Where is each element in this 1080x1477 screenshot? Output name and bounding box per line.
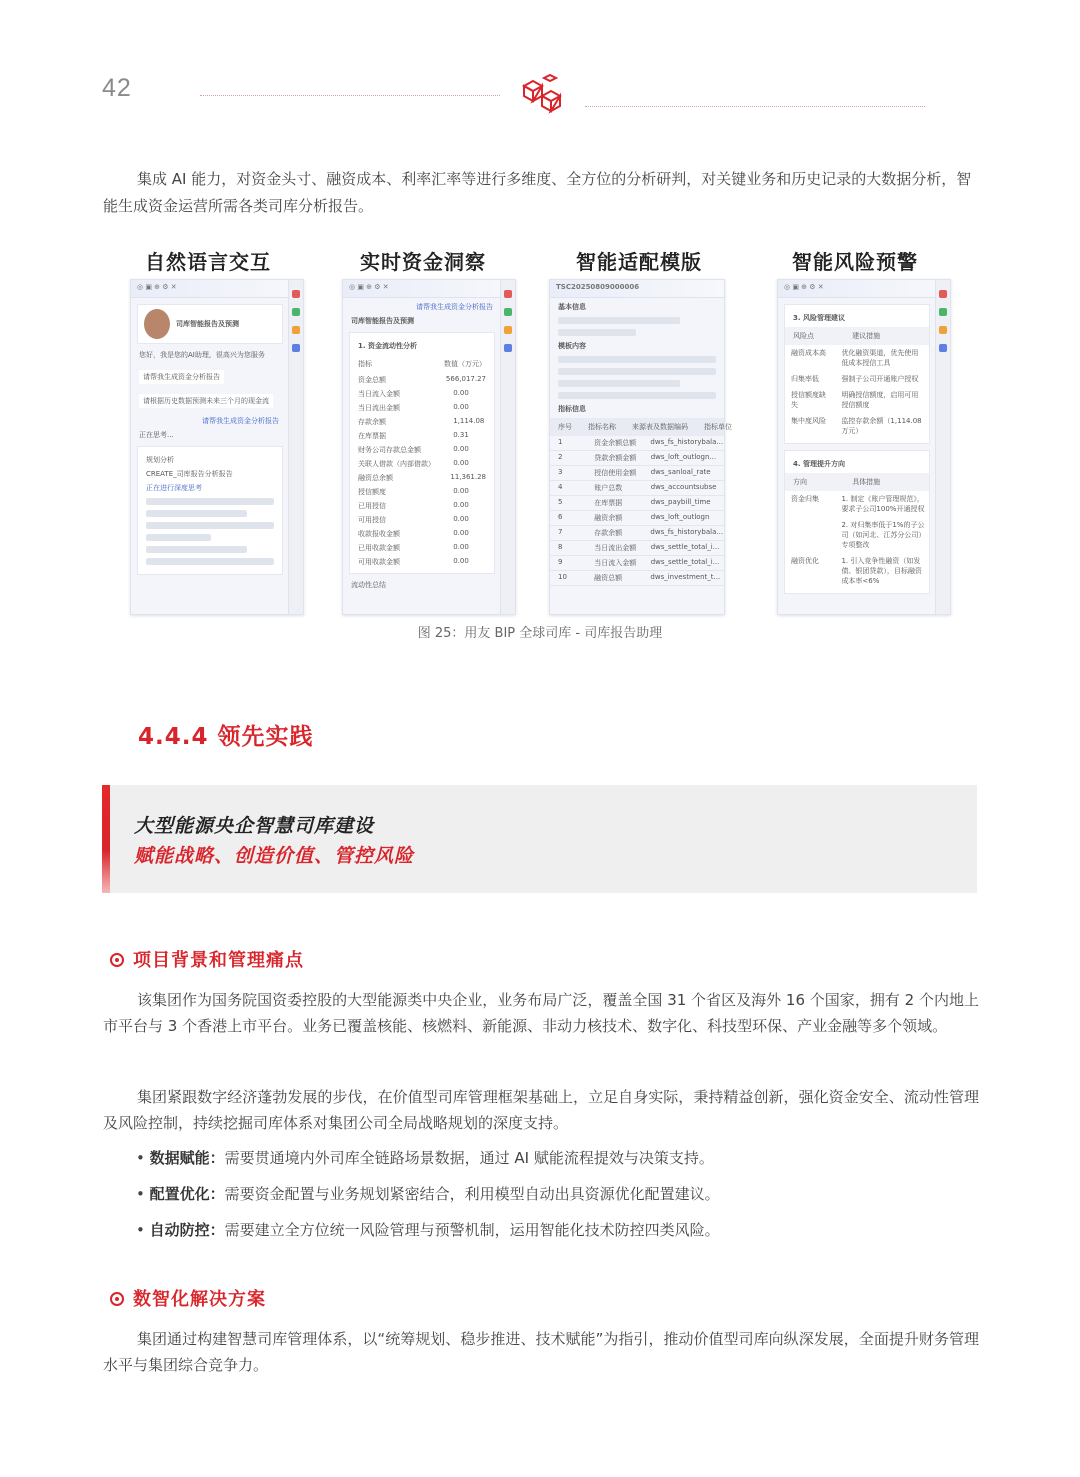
sidebar-toolbar	[288, 280, 303, 614]
banner-accent-bar	[102, 785, 110, 893]
table-row: 财务公司存款总金额 0.00	[358, 445, 469, 454]
sidebar-toolbar	[500, 280, 515, 614]
table-row: 已用授信 0.00	[358, 501, 469, 510]
solution-paragraph: 集团通过构建智慧司库管理体系，以“统筹规划、稳步推进、技术赋能”为指引，推动价值型司库向纵深发展，全面提升财务管理水平与集团综合竞争力。	[103, 1330, 979, 1374]
risk-row: 归集率低 强制子公司开通账户授权	[791, 375, 919, 383]
table-row: 当日流出金额 0.00	[358, 403, 469, 412]
management-directions: 4. 管理提升方向 方向 具体措施 资金归集 1. 制定《账户管理规范》，要求子公司100%开通授权 2. 对归集率低于1%的子公司（如河北、江苏分公司）专项整改 融资优化 1. 引入竞争性融资（如发债、银团贷款），目标融资成本率<6%	[784, 450, 930, 594]
risk-row: 集中度风险 监控存款余额（1,114.08万元）	[791, 417, 922, 435]
risk-row: 融资成本高 优化融资渠道，优先使用低成本授信工具	[791, 349, 919, 367]
bullet-allocation-optimization: • 配置优化：需要资金配置与业务规划紧密结合，利用模型自动出具资源优化配置建议。	[136, 1185, 720, 1203]
case-banner	[102, 785, 977, 893]
table-row: 当日流入金额 0.00	[358, 389, 469, 398]
profile-card	[137, 304, 283, 344]
table-row[interactable]: 8 当日流出金额 dws_settle_total_i...	[550, 541, 724, 556]
liquidity-table	[349, 332, 495, 574]
table-row: 授信额度 0.00	[358, 487, 469, 496]
direction-row: 2. 对归集率低于1%的子公司（如河北、江苏分公司）专项整改	[841, 521, 925, 549]
table-row: 融资总余额 11,361.28	[358, 473, 486, 482]
page-number: 42	[102, 74, 132, 102]
screenshot-title-4: 智能风险预警	[792, 250, 918, 274]
table-row[interactable]: 1 资金余额总额 dws_fs_historybala...	[550, 436, 724, 451]
table-row: 资金总额 566,017.27	[358, 375, 486, 384]
background-paragraph-1: 该集团作为国务院国资委控股的大型能源类中央企业，业务布局广泛，覆盖全国 31 个省区及海外 16 个国家，拥有 2 个内地上市平台与 3 个香港上市平台。业务已覆盖核能、核燃料、新能源、非动力核技术、数字化、科技型环保、产业金融等多个领域。	[103, 991, 979, 1035]
risk-row: 授信额度缺失 明确授信额度，启用可用授信额度	[791, 391, 919, 409]
screenshot-title-1: 自然语言交互	[145, 250, 271, 274]
table-row[interactable]: 7 存款余额 dws_fs_historybala...	[550, 526, 724, 541]
sidebar-toolbar	[935, 280, 950, 614]
screenshot-realtime-insight	[342, 279, 516, 615]
table-row[interactable]: 4 账户总数 dws_accountsubse	[550, 481, 724, 496]
window-titlebar: ◎ ▣ ⊕ ⚙ ✕	[343, 280, 515, 298]
step-plan: 规划分析	[146, 456, 174, 464]
assistant-header: 司库智能报告及预测	[351, 317, 414, 325]
screenshot-title-3: 智能适配模版	[576, 250, 702, 274]
table-row[interactable]: 2 贷款余额金额 dws_loft_outlogn...	[550, 451, 724, 466]
table-row: 收款报收金额 0.00	[358, 529, 469, 538]
table-row[interactable]: 6 融资余额 dws_loft_outlogn	[550, 511, 724, 526]
table-row[interactable]: 3 授信使用金额 dws_sanloal_rate	[550, 466, 724, 481]
window-titlebar: ◎ ▣ ⊕ ⚙ ✕	[778, 280, 950, 298]
banner-title: 大型能源央企智慧司库建设	[134, 815, 375, 837]
figure-caption: 图 25：用友 BIP 全球司库 - 司库报告助理	[417, 626, 663, 641]
table-row: 存款余额 1,114.08	[358, 417, 485, 426]
risk-suggestions: 3. 风险管理建议 风险点 建议措施 融资成本高 优化融资渠道，优先使用低成本授信工具 归集率低 强制子公司开通账户授权 授信额度缺失 明确授信额度，启用可用授信额度 集中度风险 监控存款余额（1,114.08万元）	[784, 304, 930, 444]
screenshot-natural-language	[130, 279, 304, 615]
table-row[interactable]: 9 当日流入金额 dws_settle_total_i...	[550, 556, 724, 571]
table-row: 可用授信 0.00	[358, 515, 469, 524]
greeting-text: 您好，我是您的AI助理，很高兴为您服务	[139, 351, 265, 359]
table-row: 在库票据 0.31	[358, 431, 469, 440]
table-header: 指标 数值（万元）	[358, 360, 486, 368]
assistant-header: 司库智能报告及预测	[176, 320, 239, 328]
thinking-status: 正在思考...	[139, 431, 174, 439]
indicator-table-header: 序号 指标名称 来源表及数据编码 指标单位	[550, 418, 724, 436]
step-create: CREATE_司库报告分析报告	[146, 470, 233, 478]
bullet-data-empowerment: • 数据赋能：需要贯通境内外司库全链路场景数据，通过 AI 赋能流程提效与决策支持。	[136, 1149, 714, 1167]
section-title: 4.4.4 领先实践	[138, 724, 314, 750]
header-divider-left	[200, 95, 500, 96]
target-icon	[110, 953, 124, 967]
table-section-title: 1. 资金流动性分析	[358, 342, 417, 350]
user-request: 请帮我生成资金分析报告	[416, 303, 493, 311]
background-heading: 项目背景和管理痛点	[110, 946, 304, 972]
window-titlebar: ◎ ▣ ⊕ ⚙ ✕	[131, 280, 303, 298]
avatar	[144, 309, 170, 339]
suggested-question-2[interactable]: 请根据历史数据预测未来三个月的现金流	[139, 394, 273, 408]
solution-heading: 数智化解决方案	[110, 1285, 266, 1311]
intro-paragraph: 集成 AI 能力，对资金头寸、融资成本、利率汇率等进行多维度、全方位的分析研判，对关键业务和历史记录的大数据分析，智能生成资金运营所需各类司库分析报告。	[103, 170, 972, 215]
screenshot-template: TSC20250809000006 基本信息 模板内容 指标信息 序号 指标名称 来源表及数据编码 指标单位 1 资金余额总额 dws_fs_historybala... 2 贷款余额金额 dws_loft_outlogn... 3 授信使用金额 dws_sanloal_rate 4 账户总数 dws_accountsubse 5 在库票据 dws_paybill_time 6 融资余额 dws_loft_outlogn 7 存款余额 dws_fs_historybala... 8 当日流出金额 dws_settle_total_i... 9 当日流入金额 dws_settle_total_i... 10 融资总额 dws_investment_t...	[549, 279, 725, 615]
analysis-steps	[137, 446, 283, 575]
table-row: 可用收款金额 0.00	[358, 557, 469, 566]
table-row[interactable]: 10 融资总额 dws_investment_t...	[550, 571, 724, 586]
table-row: 已用收款金额 0.00	[358, 543, 469, 552]
document-id: TSC20250809000006	[550, 280, 724, 298]
screenshot-risk-warning	[777, 279, 951, 615]
suggested-question-1[interactable]: 请帮我生成资金分析报告	[139, 370, 224, 384]
cubes-logo-icon	[516, 72, 566, 116]
screenshot-title-2: 实时资金洞察	[360, 250, 486, 274]
table-row[interactable]: 5 在库票据 dws_paybill_time	[550, 496, 724, 511]
step-deep-think: 正在进行深度思考	[146, 484, 202, 492]
direction-row: 资金归集 1. 制定《账户管理规范》，要求子公司100%开通授权	[791, 495, 925, 513]
direction-row: 融资优化 1. 引入竞争性融资（如发债、银团贷款），目标融资成本率<6%	[791, 557, 922, 585]
banner-subtitle: 赋能战略、创造价值、管控风险	[134, 845, 415, 867]
user-message: 请帮我生成资金分析报告	[202, 417, 279, 425]
liquidity-summary: 流动性总结	[351, 581, 386, 589]
bullet-auto-risk-control: • 自动防控：需要建立全方位统一风险管理与预警机制，运用智能化技术防控四类风险。	[136, 1221, 720, 1239]
header-divider-right	[585, 106, 925, 107]
background-paragraph-2: 集团紧跟数字经济蓬勃发展的步伐，在价值型司库管理框架基础上，立足自身实际，秉持精益创新，强化资金安全、流动性管理及风险控制，持续挖掘司库体系对集团公司全局战略规划的深度支持。	[103, 1088, 979, 1132]
target-icon	[110, 1292, 124, 1306]
table-row: 关联人借款（内部借款） 0.00	[358, 459, 469, 468]
